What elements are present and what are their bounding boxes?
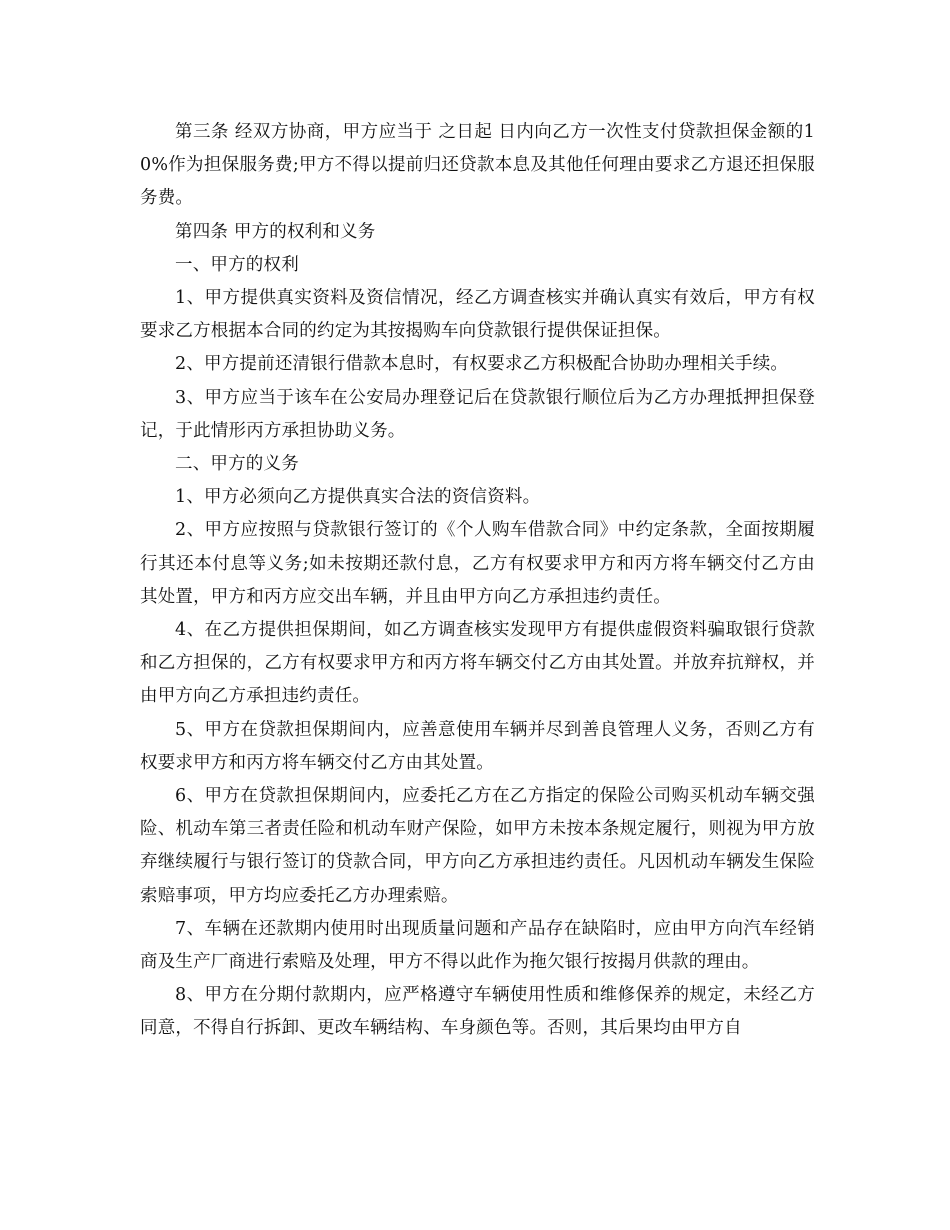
paragraph-article-3: 第三条 经双方协商，甲方应当于 之日起 日内向乙方一次性支付贷款担保金额的10%作为担保服务费;甲方不得以提前归还贷款本息及其他任何理由要求乙方退还担保服务费。 <box>140 122 815 209</box>
paragraph-right-1: 1、甲方提供真实资料及资信情况，经乙方调查核实并确认真实有效后，甲方有权要求乙方根据本合同的约定为其按揭购车向贷款银行提供保证担保。 <box>140 288 815 342</box>
paragraph-right-2: 2、甲方提前还清银行借款本息时，有权要求乙方积极配合协助办理相关手续。 <box>175 354 789 375</box>
paragraph-obligation-5: 5、甲方在贷款担保期间内，应善意使用车辆并尽到善良管理人义务，否则乙方有权要求甲方和丙方将车辆交付乙方由其处置。 <box>140 719 815 773</box>
document-body <box>140 116 815 1046</box>
paragraph-obligation-2: 2、甲方应按照与贷款银行签订的《个人购车借款合同》中约定条款，全面按期履行其还本付息等义务;如未按期还款付息，乙方有权要求甲方和丙方将车辆交付乙方由其处置，甲方和丙方应交出车辆，并且由甲方向乙方承担违约责任。 <box>140 520 815 607</box>
paragraph-obligation-6: 6、甲方在贷款担保期间内，应委托乙方在乙方指定的保险公司购买机动车辆交强险、机动车第三者责任险和机动车财产保险，如甲方未按本条规定履行，则视为甲方放弃继续履行与银行签订的贷款合同，甲方向乙方承担违约责任。凡因机动车辆发生保险索赔事项，甲方均应委托乙方办理索赔。 <box>140 786 815 906</box>
paragraph-obligation-8: 8、甲方在分期付款期内，应严格遵守车辆使用性质和维修保养的规定，未经乙方同意，不得自行拆卸、更改车辆结构、车身颜色等。否则，其后果均由甲方自 <box>140 985 815 1039</box>
heading-article-4: 第四条 甲方的权利和义务 <box>175 221 376 242</box>
heading-party-a-obligations: 二、甲方的义务 <box>175 454 299 475</box>
heading-party-a-rights: 一、甲方的权利 <box>175 254 299 275</box>
paragraph-obligation-7: 7、车辆在还款期内使用时出现质量问题和产品存在缺陷时，应由甲方向汽车经销商及生产厂商进行索赔及处理，甲方不得以此作为拖欠银行按揭月供款的理由。 <box>140 918 815 973</box>
paragraph-obligation-4: 4、在乙方提供担保期间，如乙方调查核实发现甲方有提供虚假资料骗取银行贷款和乙方担保的，乙方有权要求甲方和丙方将车辆交付乙方由其处置。并放弃抗辩权，并由甲方向乙方承担违约责任。 <box>140 620 815 707</box>
paragraph-obligation-1: 1、甲方必须向乙方提供真实合法的资信资料。 <box>175 487 541 508</box>
paragraph-right-3: 3、甲方应当于该车在公安局办理登记后在贷款银行顺位后为乙方办理抵押担保登记，于此情形丙方承担协助义务。 <box>140 387 815 441</box>
